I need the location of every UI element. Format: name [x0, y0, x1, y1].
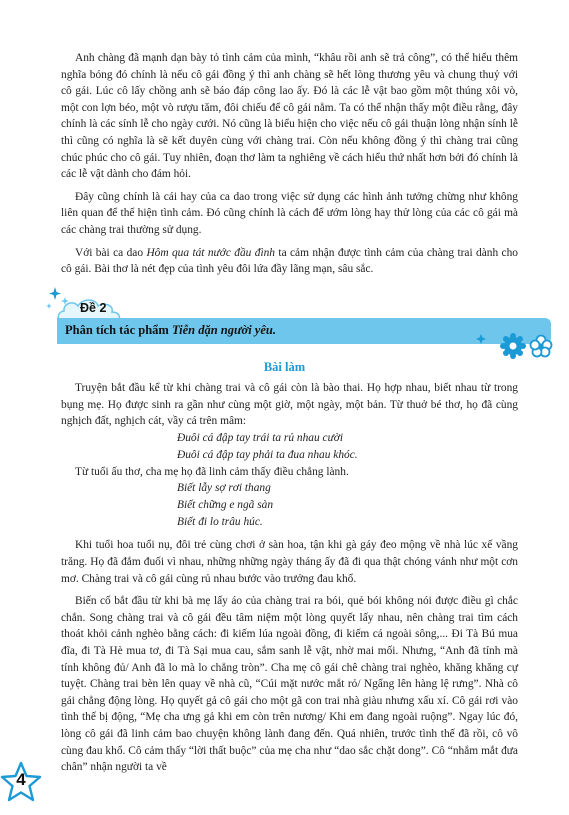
page-number: 4	[16, 770, 26, 789]
section-prompt: Phân tích tác phẩm Tiễn dặn người yêu.	[65, 323, 276, 337]
body-paragraph-4: Biến cố bắt đầu từ khi bà mẹ lấy áo của chàng trai ra bói, quẻ bói không nói được điều gì chắc chắn. Song chàng trai và cô gái đều tâm niệm một lòng quyết lấy nhau, nên chàng trai tìm cách thoát khỏi cảnh nghèo bằng cách: đi kiếm lúa ngoài đồng, đi kiếm cá ngoài sông,... Đi Tà Bú mua đĩa, đi Tà Hè mua tơ, đi Tà Sại mua cau, sắm sanh lễ vật, nhờ mai mối. Nhưng, “Anh đã tính mà tính không đủ/ Anh đã lo mà lo chẳng tròn”. Cha mẹ cô gái chê chàng trai nghèo, khăng khăng cự tuyệt. Chàng trai bèn lên quay về nhà cũ, “Cúi mặt nước mắt rỏ/ Ngẩng lên hàng lệ rưng”. Nhà cô gái chẳng động lòng. Họ quyết gả cô gái cho một gã con trai nhà giàu nhưng xấu xí. Cô gái rơi vào tình thế bị động, “Mẹ cha ưng gả khi em còn trên nương/ Khi em đang ngoài ruộng”. Ngay lúc đó, lòng cô gái đã linh cảm bao chuyện không lành đang đến. Quá nhiên, trước tình thế đã rồi, cô vô cùng đau khổ. Cô cảm thấy “lời thất buộc” của mẹ cha như “dao sắc chặt dong”. Cô “nhắm mắt đưa chân” nhận người ta về	[61, 595, 518, 774]
poem-line: Biết chững e ngã sàn	[177, 499, 274, 512]
poem-line: Biết lẫy sợ rơi thang	[177, 482, 271, 495]
intro-text	[61, 50, 518, 278]
body-paragraph-1: Truyện bắt đầu kể từ khi chàng trai và cô gái còn là bào thai. Họ hợp nhau, biết nhau từ trong bụng mẹ. Họ được sinh ra gần như cùng một giờ, một ngày, một bản. Từ thuở bé thơ, họ đã cùng nghịch đất, nghịch cát, vầy cá trên mâm:	[61, 382, 518, 428]
answer-heading: Bài làm	[263, 360, 306, 374]
poem-line: Biết đi lo trâu húc.	[177, 516, 263, 529]
poem-title: Hôm qua tát nước đầu đình	[146, 246, 276, 259]
answer-body	[61, 380, 518, 776]
poem-line: Đuôi cá đập tay phải ta đua nhau khóc.	[177, 448, 358, 461]
body-paragraph-2: Từ tuổi ấu thơ, cha mẹ họ đã linh cảm thấy điều chẳng lành.	[75, 465, 349, 478]
intro-paragraph-2: Đây cũng chính là cái hay của ca dao trong việc sử dụng các hình ảnh tưởng chừng như không liên quan để thể hiện tình cảm. Đó cũng chính là cách để ướm lòng hay thử lòng của các cô gái mà các chàng trai thường sử dụng.	[61, 190, 518, 236]
poem-line: Đuôi cá đập tay trái ta rủ nhau cười	[177, 431, 344, 444]
intro-paragraph-1: Anh chàng đã mạnh dạn bày tỏ tình cảm của mình, “khâu rồi anh sẽ trả công”, có thể hiểu thêm nghĩa bóng đó chính là nếu cô gái đồng ý thì anh chàng sẽ hết lòng thương yêu và chung thuỷ với cô gái. Lúc cô lấy chồng anh sẽ báo đáp công lao ấy. Đó là các lễ vật bao gồm một thúng xôi vò, một con lợn béo, một vò rượu tăm, đôi chiếu để cô gái nằm. Ta có thể nhận thấy một điều rằng, đây chính là các sính lễ cho ngày cưới. Nó cũng là biểu hiện cho việc nếu cô gái thuận lòng nhận sính lễ thì cũng có nghĩa là sẽ kết duyên cùng với chàng trai. Còn nếu không đồng ý thì chàng trai cũng chúc phúc cho cô gái. Tuy nhiên, đoạn thơ làm ta nghiêng về cách hiểu thứ nhất hơn bởi đó chính là các lễ vật dành cho đám hỏi.	[61, 52, 518, 181]
flower-icon	[473, 333, 555, 359]
section-badge-label: Đề 2	[80, 301, 107, 315]
body-paragraph-3: Khi tuổi hoa tuổi nụ, đôi trẻ cùng chơi ở sàn hoa, tận khi gà gáy đeo mộng về nhà lúc xế vầng trăng. Họ đã đắm đuối vì nhau, những những ngày tháng ấy đã đi qua thật chóng vánh như một cơn mơ. Chàng trai và cô gái cùng rủ nhau bước vào trưởng đau khổ.	[61, 539, 518, 585]
intro-paragraph-3: Với bài ca dao Hôm qua tát nước đầu đình ta cảm nhận được tình cảm của chàng trai dành cho cô gái. Bài thơ là nét đẹp của tình yêu đôi lứa đầy lãng mạn, sâu sắc.	[61, 246, 518, 276]
